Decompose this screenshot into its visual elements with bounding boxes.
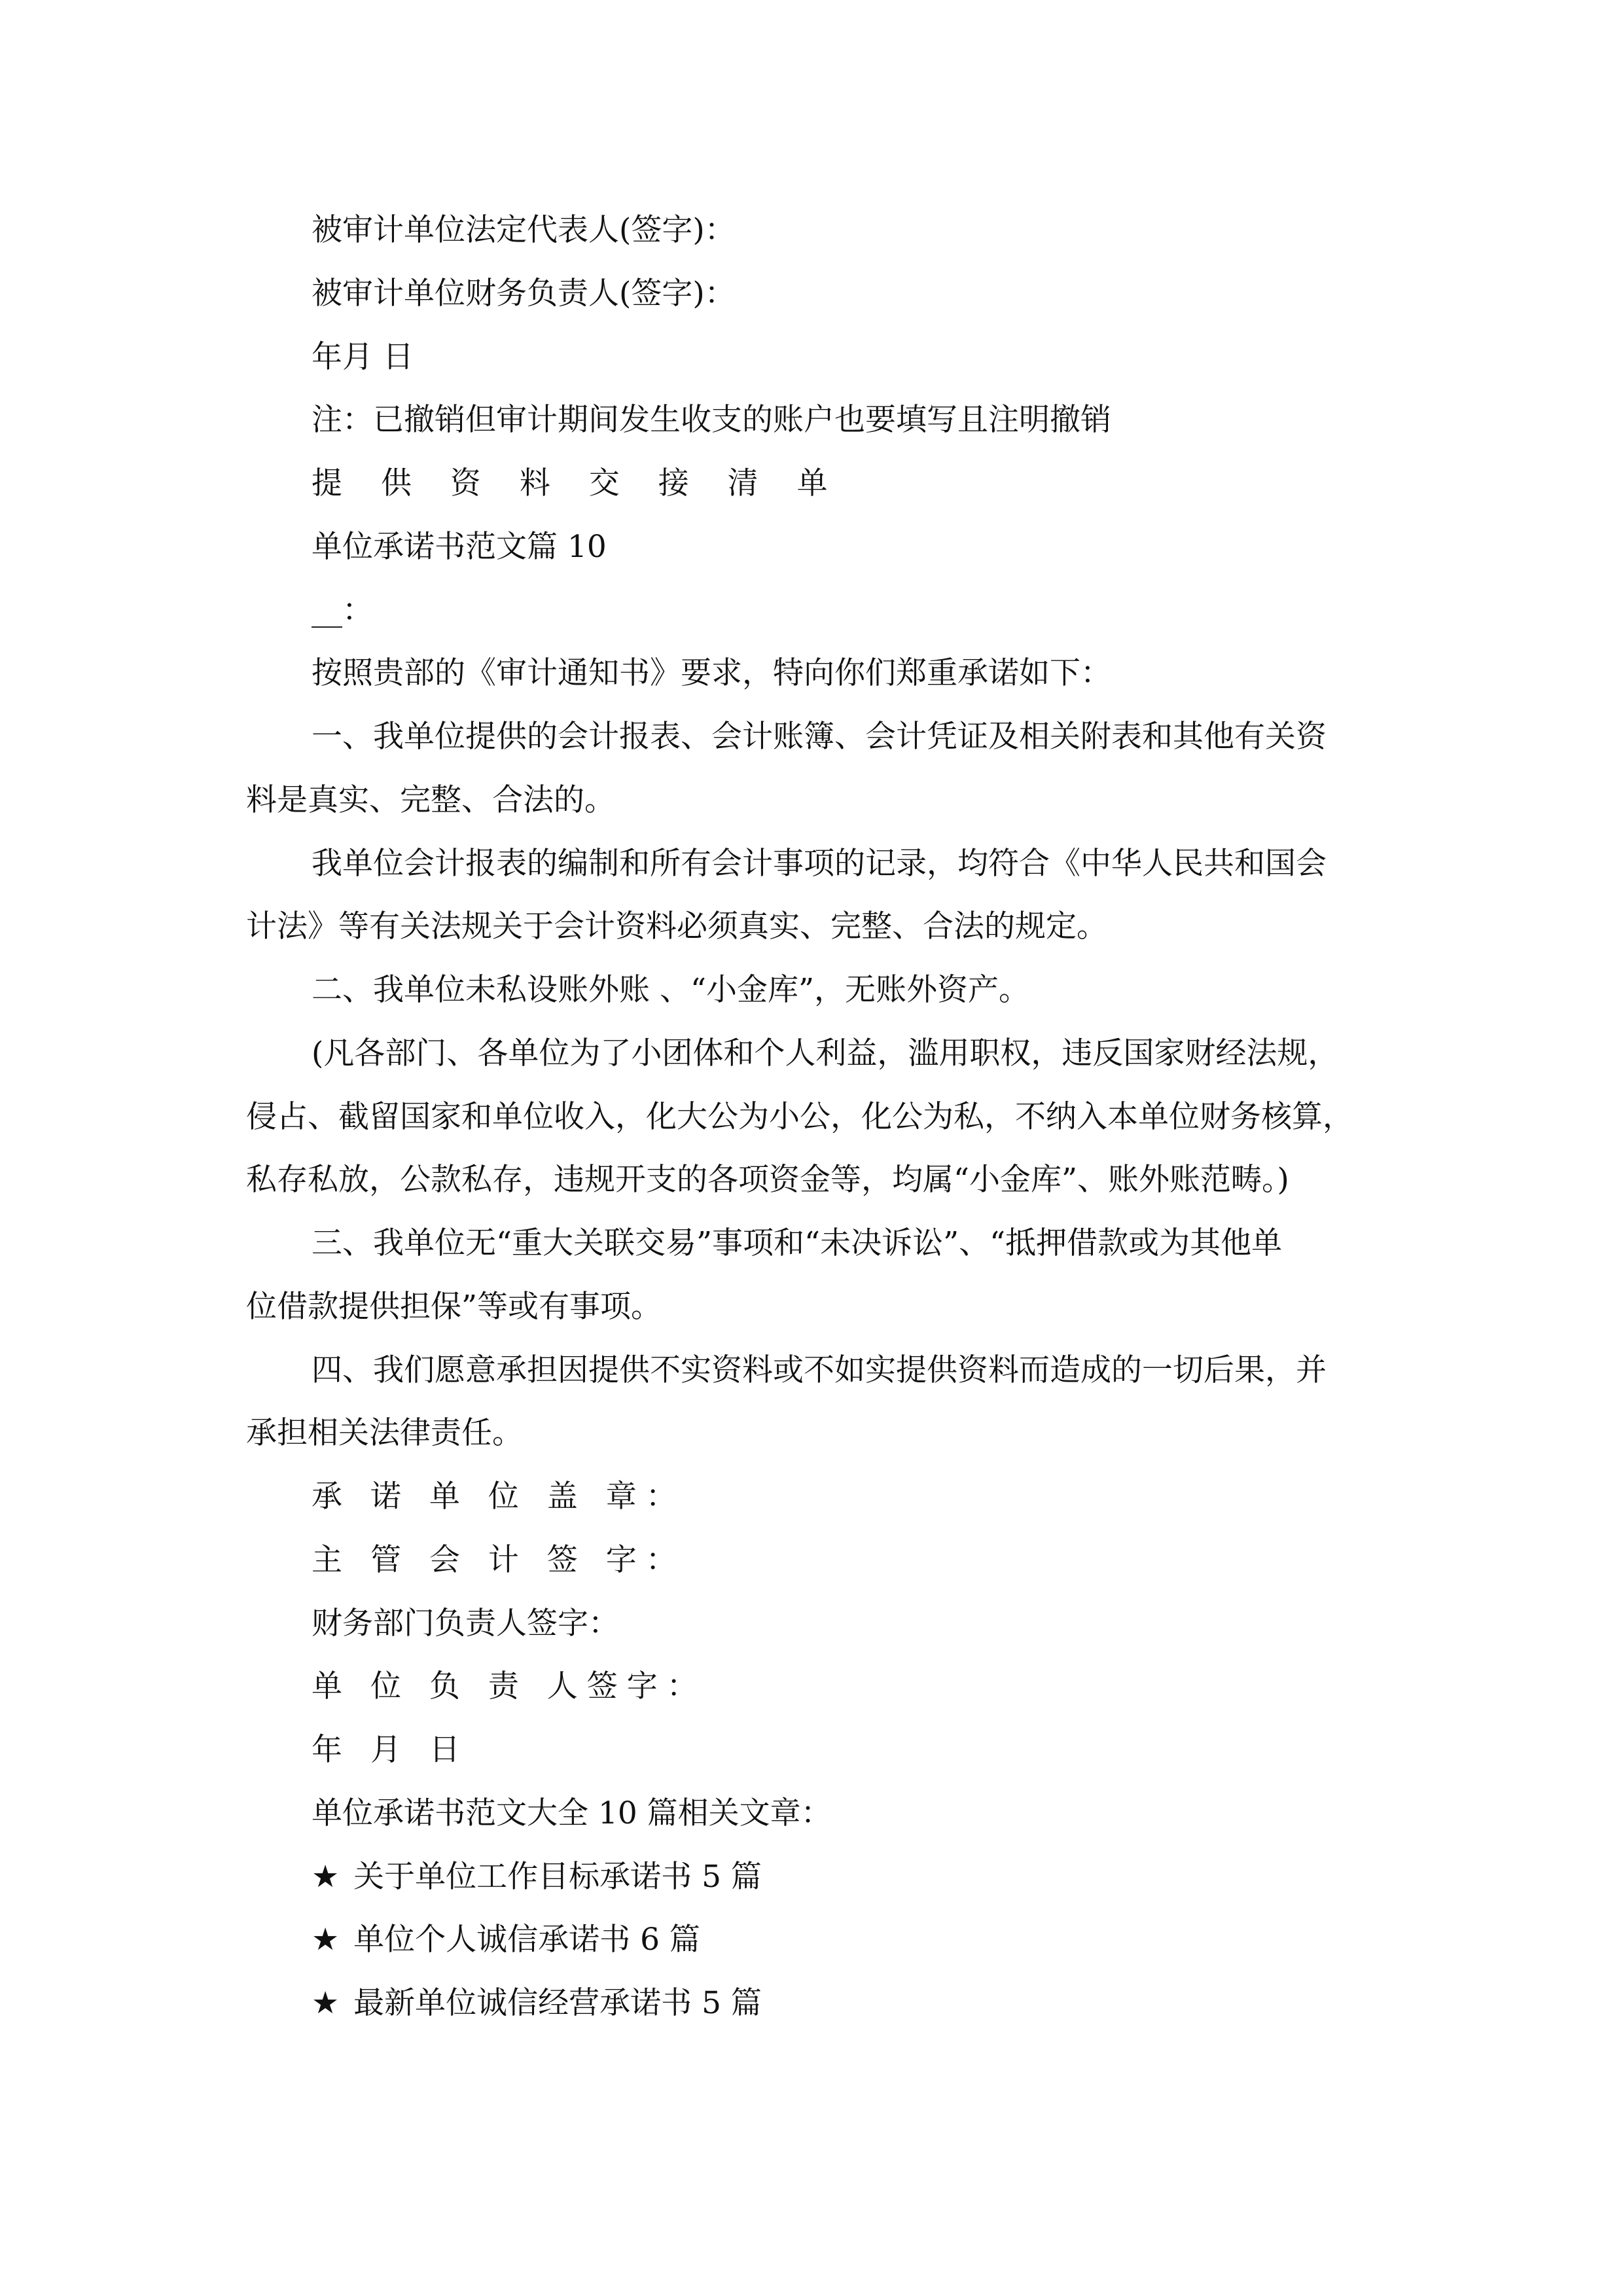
star-icon: ★ [312, 1922, 340, 1958]
legal-rep-signature-line: 被审计单位法定代表人(签字)： [312, 212, 736, 248]
related-link-label[interactable]: 关于单位工作目标承诺书 5 篇 [353, 1859, 762, 1895]
related-articles-heading: 单位承诺书范文大全 10 篇相关文章： [312, 1795, 832, 1831]
top-date-line: 年月 日 [312, 339, 414, 375]
item1-line1: 一、我单位提供的会计报表、会计账簿、会计凭证及相关附表和其他有关资 [312, 719, 1327, 755]
note2-line3: 私存私放，公款私存，违规开支的各项资金等，均属“小金库”、账外账范畴。) [246, 1162, 1289, 1198]
finance-dept-signature-line: 财务部门负责人签字： [312, 1605, 619, 1641]
accountant-signature-line: 主 管 会 计 签 字： [312, 1542, 686, 1578]
para2-line2: 计法》等有关法规关于会计资料必须真实、完整、合法的规定。 [246, 908, 1107, 944]
note2-line2: 侵占、截留国家和单位收入，化大公为小公，化公为私，不纳入本单位财务核算， [246, 1099, 1353, 1135]
related-link[interactable] [312, 1920, 700, 1960]
account-note: 注：已撤销但审计期间发生收支的账户也要填写且注明撤销 [312, 402, 1111, 438]
handover-list-title: 提 供 资 料 交 接 清 单 [312, 465, 842, 501]
intro-paragraph: 按照贵部的《审计通知书》要求，特向你们郑重承诺如下： [312, 655, 1111, 691]
related-link[interactable] [312, 1984, 762, 2023]
related-link[interactable] [312, 1857, 762, 1897]
related-link-label[interactable]: 最新单位诚信经营承诺书 5 篇 [353, 1985, 762, 2021]
item2-line: 二、我单位未私设账外账 、“小金库”，无账外资产。 [312, 972, 1029, 1008]
related-link-label[interactable]: 单位个人诚信承诺书 6 篇 [353, 1922, 700, 1958]
recipient-line: __： [312, 592, 373, 628]
finance-head-signature-line: 被审计单位财务负责人(签字)： [312, 276, 736, 312]
unit-head-signature-line: 单 位 负 责 人签字： [312, 1668, 707, 1704]
note2-line1: (凡各部门、各单位为了小团体和个人利益，滥用职权，违反国家财经法规， [312, 1035, 1339, 1071]
item3-line1: 三、我单位无“重大关联交易”事项和“未决诉讼”、“抵押借款或为其他单 [312, 1225, 1283, 1261]
star-icon: ★ [312, 1859, 340, 1895]
item4-line2: 承担相关法律责任。 [246, 1415, 523, 1451]
item4-line1: 四、我们愿意承担因提供不实资料或不如实提供资料而造成的一切后果，并 [312, 1352, 1327, 1388]
unit-seal-line: 承 诺 单 位 盖 章： [312, 1479, 686, 1515]
star-icon: ★ [312, 1985, 340, 2021]
bottom-date-line: 年 月 日 [312, 1732, 469, 1768]
item1-line2: 料是真实、完整、合法的。 [246, 782, 615, 818]
item3-line2: 位借款提供担保”等或有事项。 [246, 1289, 662, 1325]
section-title: 单位承诺书范文篇 10 [312, 529, 607, 565]
para2-line1: 我单位会计报表的编制和所有会计事项的记录，均符合《中华人民共和国会 [312, 846, 1327, 882]
